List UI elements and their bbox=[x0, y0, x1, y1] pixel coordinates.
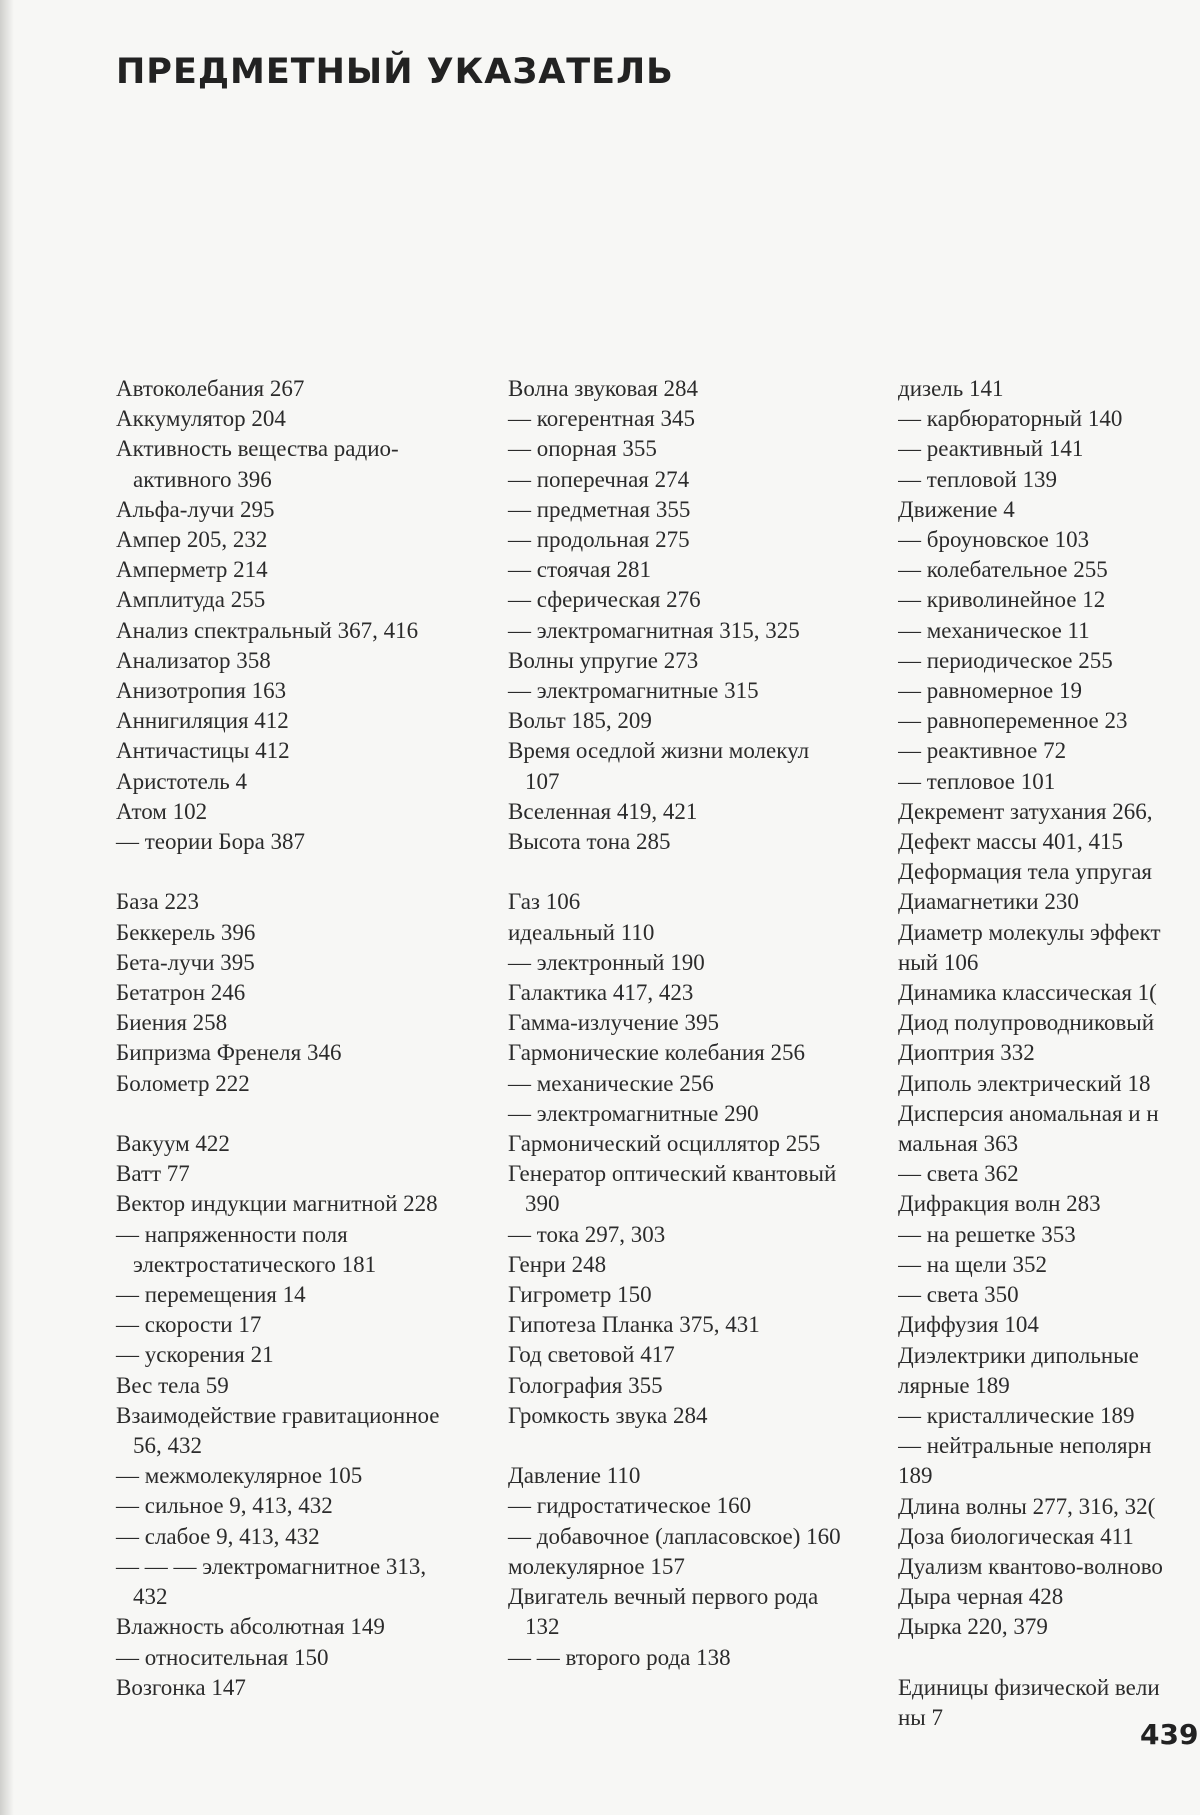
index-entry: — предметная 355 bbox=[508, 496, 691, 522]
index-entry: Единицы физической вели bbox=[898, 1674, 1160, 1700]
index-entry: Волна звуковая 284 bbox=[508, 376, 699, 401]
index-entry: Высота тона 285 bbox=[508, 829, 671, 855]
index-entry: ный 106 bbox=[898, 949, 979, 975]
index-entry: — межмолекулярное 105 bbox=[116, 1463, 363, 1489]
index-entry: — карбюраторный 140 bbox=[898, 406, 1123, 432]
index-entry: Движение 4 bbox=[898, 496, 1015, 522]
index-entry: Длина волны 277, 316, 32( bbox=[898, 1493, 1156, 1519]
index-entry: — напряженности поля электростатического 181 bbox=[116, 1221, 377, 1277]
index-entry: Бетатрон 246 bbox=[116, 980, 246, 1006]
index-entry: — колебательное 255 bbox=[898, 557, 1108, 583]
index-entry: Атом 102 bbox=[116, 798, 208, 824]
index-entry: Гармонический осциллятор 255 bbox=[508, 1131, 821, 1157]
index-entry: — теории Бора 387 bbox=[116, 829, 306, 855]
index-entry: идеальный 110 bbox=[508, 919, 655, 945]
index-column-3 bbox=[898, 374, 1200, 1733]
index-entry: Галактика 417, 423 bbox=[508, 980, 694, 1006]
index-entry: Влажность абсолютная 149 bbox=[116, 1614, 385, 1640]
index-entry: Диамагнетики 230 bbox=[898, 889, 1079, 915]
index-entry: — ускорения 21 bbox=[116, 1342, 274, 1368]
index-entry: Декремент затухания 266, bbox=[898, 798, 1153, 824]
index-entry: Диод полупроводниковый bbox=[898, 1010, 1155, 1036]
index-entry: Время оседлой жизни молекул 107 bbox=[508, 738, 810, 794]
index-entry: Вакуум 422 bbox=[116, 1131, 230, 1157]
index-entry: Гигрометр 150 bbox=[508, 1282, 652, 1308]
index-entry: — механические 256 bbox=[508, 1070, 714, 1096]
index-entry: Волны упругие 273 bbox=[508, 647, 699, 673]
index-entry: Анализ спектральный 367, 416 bbox=[116, 617, 419, 643]
index-entry: Взаимодействие гравитационное 56, 432 bbox=[116, 1402, 440, 1459]
index-entry: — скорости 17 bbox=[116, 1312, 262, 1338]
index-entry: База 223 bbox=[116, 889, 199, 915]
index-entry: Амперметр 214 bbox=[116, 557, 268, 583]
index-entry: — стоячая 281 bbox=[508, 557, 651, 583]
index-entry: — — — электромагнитное 313, 432 bbox=[116, 1553, 427, 1610]
index-spacer bbox=[508, 1431, 846, 1461]
index-entry: Вольт 185, 209 bbox=[508, 708, 652, 734]
index-entry: мальная 363 bbox=[898, 1131, 1019, 1157]
index-entry: — реактивное 72 bbox=[898, 738, 1067, 764]
index-entry: Анализатор 358 bbox=[116, 647, 271, 673]
index-entry: Ампер 205, 232 bbox=[116, 527, 268, 553]
index-entry: Голография 355 bbox=[508, 1372, 663, 1398]
index-entry: дизель 141 bbox=[898, 376, 1004, 401]
index-entry: Год световой 417 bbox=[508, 1342, 675, 1368]
index-spacer bbox=[898, 1643, 1200, 1673]
index-entry: — равнопеременное 23 bbox=[898, 708, 1128, 734]
index-entry: — сильное 9, 413, 432 bbox=[116, 1493, 333, 1519]
index-entry: Вектор индукции магнитной 228 bbox=[116, 1191, 438, 1217]
index-entry: — броуновское 103 bbox=[898, 527, 1090, 553]
index-entry: — опорная 355 bbox=[508, 436, 657, 462]
index-entry: — на решетке 353 bbox=[898, 1221, 1076, 1247]
index-entry: Гипотеза Планка 375, 431 bbox=[508, 1312, 760, 1338]
index-column-1 bbox=[116, 374, 454, 1703]
index-entry: Диполь электрический 18 bbox=[898, 1070, 1151, 1096]
index-spacer bbox=[116, 1099, 454, 1129]
index-entry: Активность вещества радио-активного 396 bbox=[116, 436, 399, 492]
index-entry: — электронный 190 bbox=[508, 949, 705, 975]
index-entry: — электромагнитные 315 bbox=[508, 678, 759, 704]
index-entry: — тепловой 139 bbox=[898, 466, 1058, 492]
index-entry: — света 350 bbox=[898, 1282, 1019, 1308]
index-entry: Автоколебания 267 bbox=[116, 376, 305, 401]
index-entry: Амплитуда 255 bbox=[116, 587, 266, 613]
index-spacer bbox=[116, 857, 454, 887]
index-entry: Давление 110 bbox=[508, 1463, 641, 1489]
index-entry: лярные 189 bbox=[898, 1372, 1010, 1398]
index-entry: — слабое 9, 413, 432 bbox=[116, 1523, 320, 1549]
index-entry: Диоптрия 332 bbox=[898, 1040, 1035, 1066]
index-entry: Двигатель вечный первого рода 132 bbox=[508, 1584, 819, 1640]
index-entry: — электромагнитная 315, 325 bbox=[508, 617, 800, 643]
index-entry: Дуализм квантово-волново bbox=[898, 1553, 1163, 1579]
index-entry: — сферическая 276 bbox=[508, 587, 701, 613]
page-number: 439 bbox=[1140, 1718, 1199, 1751]
index-entry: Анизотропия 163 bbox=[116, 678, 287, 704]
index-entry: — электромагнитные 290 bbox=[508, 1100, 759, 1126]
index-entry: молекулярное 157 bbox=[508, 1553, 685, 1579]
index-entry: — гидростатическое 160 bbox=[508, 1493, 752, 1519]
index-entry: — когерентная 345 bbox=[508, 406, 696, 432]
index-entry: Громкость звука 284 bbox=[508, 1402, 708, 1428]
index-entry: Бипризма Френеля 346 bbox=[116, 1040, 342, 1066]
index-entry: Античастицы 412 bbox=[116, 738, 290, 764]
index-entry: — на щели 352 bbox=[898, 1251, 1047, 1277]
index-entry: — добавочное (лапласовское) 160 bbox=[508, 1523, 841, 1549]
index-entry: Вселенная 419, 421 bbox=[508, 798, 698, 824]
index-column-2 bbox=[508, 374, 846, 1673]
index-entry: Генри 248 bbox=[508, 1251, 607, 1277]
index-entry: Гармонические колебания 256 bbox=[508, 1040, 806, 1066]
index-entry: — относительная 150 bbox=[116, 1644, 329, 1670]
index-entry: Вес тела 59 bbox=[116, 1372, 229, 1398]
index-entry: Гамма-излучение 395 bbox=[508, 1010, 719, 1036]
index-entry: Ватт 77 bbox=[116, 1161, 190, 1187]
index-entry: Альфа-лучи 295 bbox=[116, 496, 275, 522]
index-entry: — света 362 bbox=[898, 1161, 1019, 1187]
index-entry: — — второго рода 138 bbox=[508, 1644, 731, 1670]
index-entry: Биения 258 bbox=[116, 1010, 228, 1036]
index-entry: Газ 106 bbox=[508, 889, 581, 915]
index-entry: — криволинейное 12 bbox=[898, 587, 1106, 613]
index-entry: Бета-лучи 395 bbox=[116, 949, 255, 975]
index-entry: Дефект массы 401, 415 bbox=[898, 829, 1123, 855]
index-entry: Динамика классическая 1( bbox=[898, 980, 1157, 1006]
index-entry: Дырка 220, 379 bbox=[898, 1614, 1048, 1640]
index-entry: — равномерное 19 bbox=[898, 678, 1082, 704]
index-entry: — механическое 11 bbox=[898, 617, 1090, 643]
index-entry: 189 bbox=[898, 1463, 933, 1489]
index-entry: — продольная 275 bbox=[508, 527, 690, 553]
index-entry: Генератор оптический квантовый 390 bbox=[508, 1161, 837, 1217]
index-entry: Беккерель 396 bbox=[116, 919, 256, 945]
page-title: ПРЕДМЕТНЫЙ УКАЗАТЕЛЬ bbox=[116, 52, 674, 92]
index-entry: — реактивный 141 bbox=[898, 436, 1084, 462]
index-entry: Диаметр молекулы эффект bbox=[898, 919, 1161, 945]
page-edge-shadow bbox=[0, 0, 14, 1815]
index-entry: Диффузия 104 bbox=[898, 1312, 1039, 1338]
index-entry: — поперечная 274 bbox=[508, 466, 690, 492]
index-entry: — периодическое 255 bbox=[898, 647, 1113, 673]
index-entry: Аристотель 4 bbox=[116, 768, 248, 794]
index-spacer bbox=[508, 857, 846, 887]
index-entry: Доза биологическая 411 bbox=[898, 1523, 1134, 1549]
index-entry: Аннигиляция 412 bbox=[116, 708, 289, 734]
index-entry: ны 7 bbox=[898, 1704, 944, 1730]
index-entry: — нейтральные неполярн bbox=[898, 1433, 1152, 1459]
index-entry: Болометр 222 bbox=[116, 1070, 250, 1096]
index-entry: — тока 297, 303 bbox=[508, 1221, 666, 1247]
index-entry: Возгонка 147 bbox=[116, 1674, 246, 1700]
index-entry: Дифракция волн 283 bbox=[898, 1191, 1101, 1217]
index-entry: — тепловое 101 bbox=[898, 768, 1056, 794]
index-entry: Дисперсия аномальная и н bbox=[898, 1100, 1159, 1126]
index-entry: — перемещения 14 bbox=[116, 1282, 306, 1308]
index-entry: Аккумулятор 204 bbox=[116, 406, 286, 432]
index-entry: — кристаллические 189 bbox=[898, 1402, 1135, 1428]
index-entry: Деформация тела упругая bbox=[898, 859, 1152, 885]
index-entry: Диэлектрики дипольные bbox=[898, 1342, 1139, 1368]
index-entry: Дыра черная 428 bbox=[898, 1584, 1064, 1610]
